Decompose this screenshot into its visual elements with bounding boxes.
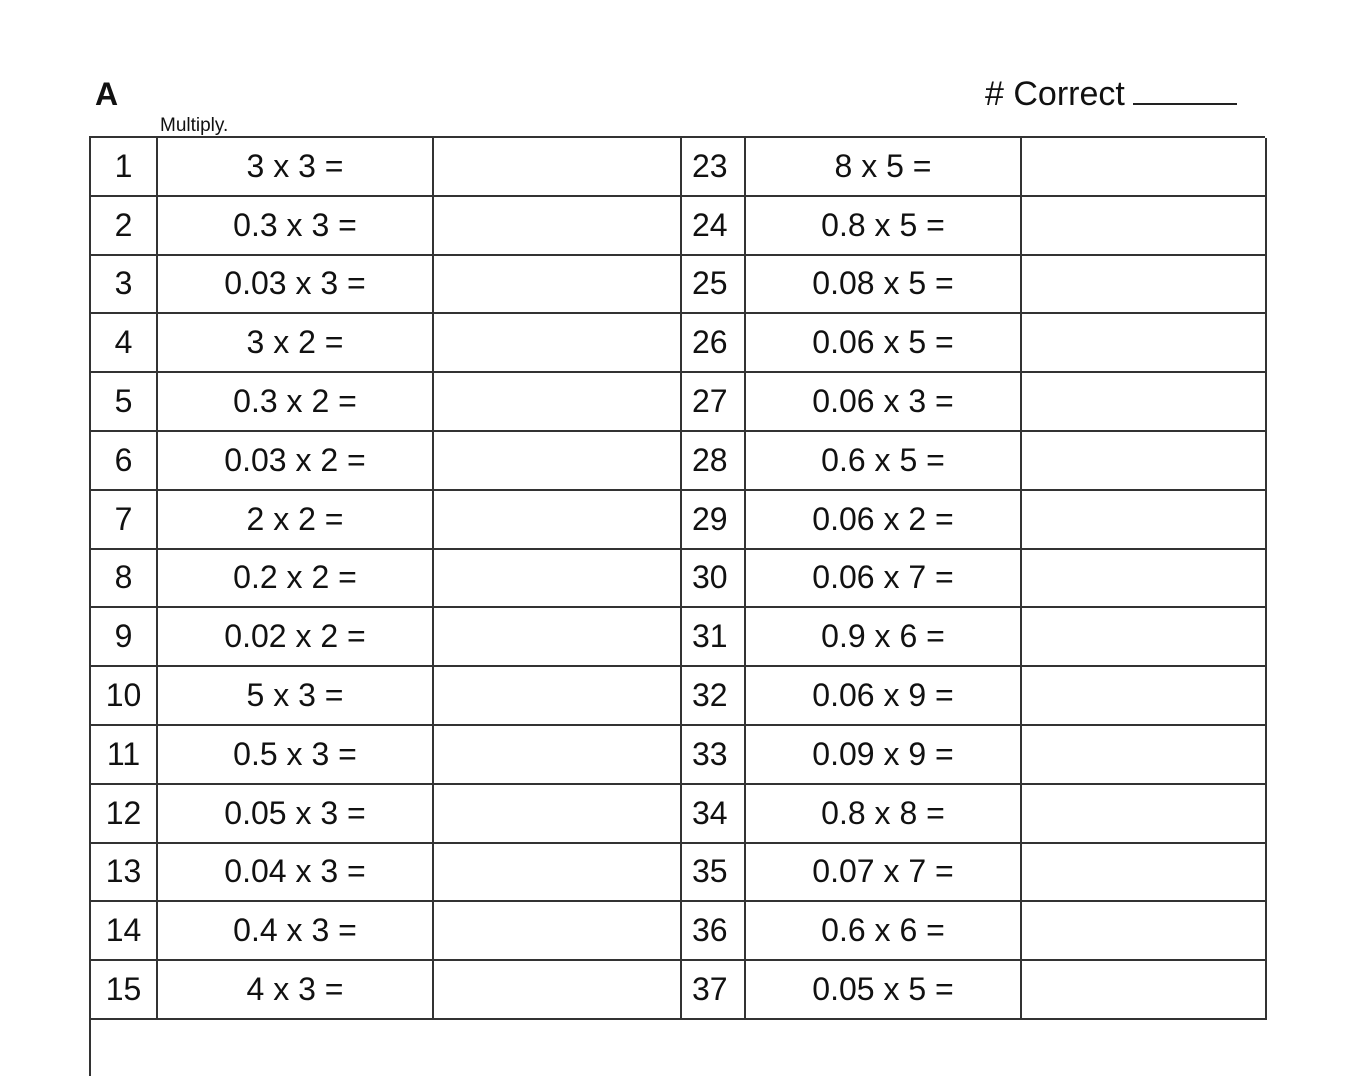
answer-cell[interactable] [1022, 138, 1267, 197]
answer-cell[interactable] [434, 844, 682, 903]
answer-cell[interactable] [434, 902, 682, 961]
problem-text: 0.4 x 3 = [158, 902, 434, 961]
answer-cell[interactable] [1022, 373, 1267, 432]
problem-number: 23 [682, 138, 746, 197]
problem-text: 4 x 3 = [158, 961, 434, 1020]
problem-number: 33 [682, 726, 746, 785]
problem-number: 35 [682, 844, 746, 903]
problem-number: 5 [91, 373, 158, 432]
problem-number: 6 [91, 432, 158, 491]
answer-cell[interactable] [434, 197, 682, 256]
problem-text: 3 x 3 = [158, 138, 434, 197]
problem-number: 36 [682, 902, 746, 961]
problem-text: 0.9 x 6 = [746, 608, 1022, 667]
answer-cell[interactable] [1022, 726, 1267, 785]
problem-number: 15 [91, 961, 158, 1020]
answer-cell[interactable] [434, 667, 682, 726]
answer-cell[interactable] [1022, 491, 1267, 550]
problem-number: 26 [682, 314, 746, 373]
answer-cell[interactable] [434, 138, 682, 197]
problem-text: 0.06 x 3 = [746, 373, 1022, 432]
problem-text: 0.03 x 2 = [158, 432, 434, 491]
problem-text: 0.07 x 7 = [746, 844, 1022, 903]
problem-text: 0.06 x 9 = [746, 667, 1022, 726]
problem-number: 10 [91, 667, 158, 726]
problem-text: 0.04 x 3 = [158, 844, 434, 903]
problem-number: 37 [682, 961, 746, 1020]
correct-blank[interactable] [1133, 77, 1237, 105]
answer-cell[interactable] [434, 550, 682, 609]
answer-cell[interactable] [434, 256, 682, 315]
problem-number: 3 [91, 256, 158, 315]
answer-cell[interactable] [434, 785, 682, 844]
problem-text: 0.3 x 3 = [158, 197, 434, 256]
problem-text: 3 x 2 = [158, 314, 434, 373]
problem-text: 0.03 x 3 = [158, 256, 434, 315]
problem-text: 0.8 x 8 = [746, 785, 1022, 844]
problem-text: 0.09 x 9 = [746, 726, 1022, 785]
problem-text: 2 x 2 = [158, 491, 434, 550]
answer-cell[interactable] [434, 491, 682, 550]
problem-text: 0.5 x 3 = [158, 726, 434, 785]
problem-text: 0.06 x 5 = [746, 314, 1022, 373]
answer-cell[interactable] [434, 314, 682, 373]
problem-text: 0.2 x 2 = [158, 550, 434, 609]
problem-text: 0.6 x 5 = [746, 432, 1022, 491]
answer-cell[interactable] [434, 432, 682, 491]
answer-cell[interactable] [1022, 550, 1267, 609]
problem-number: 7 [91, 491, 158, 550]
problem-number: 13 [91, 844, 158, 903]
answer-cell[interactable] [434, 608, 682, 667]
correct-score [985, 74, 1237, 114]
answer-cell[interactable] [1022, 961, 1267, 1020]
problem-number: 14 [91, 902, 158, 961]
problem-number: 24 [682, 197, 746, 256]
problem-number: 29 [682, 491, 746, 550]
problem-text: 0.3 x 2 = [158, 373, 434, 432]
sheet-label: A [95, 76, 119, 112]
problem-number: 27 [682, 373, 746, 432]
correct-label: # Correct [985, 75, 1125, 113]
answer-cell[interactable] [1022, 844, 1267, 903]
problem-number: 25 [682, 256, 746, 315]
problem-text: 0.06 x 7 = [746, 550, 1022, 609]
problem-text: 0.05 x 3 = [158, 785, 434, 844]
answer-cell[interactable] [434, 373, 682, 432]
problem-number: 9 [91, 608, 158, 667]
problem-number: 12 [91, 785, 158, 844]
problem-number: 31 [682, 608, 746, 667]
answer-cell[interactable] [1022, 785, 1267, 844]
answer-cell[interactable] [1022, 608, 1267, 667]
problem-text: 0.8 x 5 = [746, 197, 1022, 256]
answer-cell[interactable] [1022, 314, 1267, 373]
answer-cell[interactable] [434, 961, 682, 1020]
problem-number: 4 [91, 314, 158, 373]
instruction: Multiply. [160, 115, 229, 136]
problem-text: 0.6 x 6 = [746, 902, 1022, 961]
problem-number: 34 [682, 785, 746, 844]
problem-number: 8 [91, 550, 158, 609]
answer-cell[interactable] [434, 726, 682, 785]
problem-number: 30 [682, 550, 746, 609]
problem-number: 2 [91, 197, 158, 256]
problem-text: 0.06 x 2 = [746, 491, 1022, 550]
problem-table [89, 136, 1265, 1076]
problem-text: 8 x 5 = [746, 138, 1022, 197]
problem-text: 0.02 x 2 = [158, 608, 434, 667]
problem-number: 11 [91, 726, 158, 785]
problem-text: 0.08 x 5 = [746, 256, 1022, 315]
problem-number: 28 [682, 432, 746, 491]
problem-number: 32 [682, 667, 746, 726]
problem-text: 5 x 3 = [158, 667, 434, 726]
answer-cell[interactable] [1022, 197, 1267, 256]
problem-number: 1 [91, 138, 158, 197]
problem-text: 0.05 x 5 = [746, 961, 1022, 1020]
answer-cell[interactable] [1022, 902, 1267, 961]
answer-cell[interactable] [1022, 432, 1267, 491]
answer-cell[interactable] [1022, 667, 1267, 726]
answer-cell[interactable] [1022, 256, 1267, 315]
